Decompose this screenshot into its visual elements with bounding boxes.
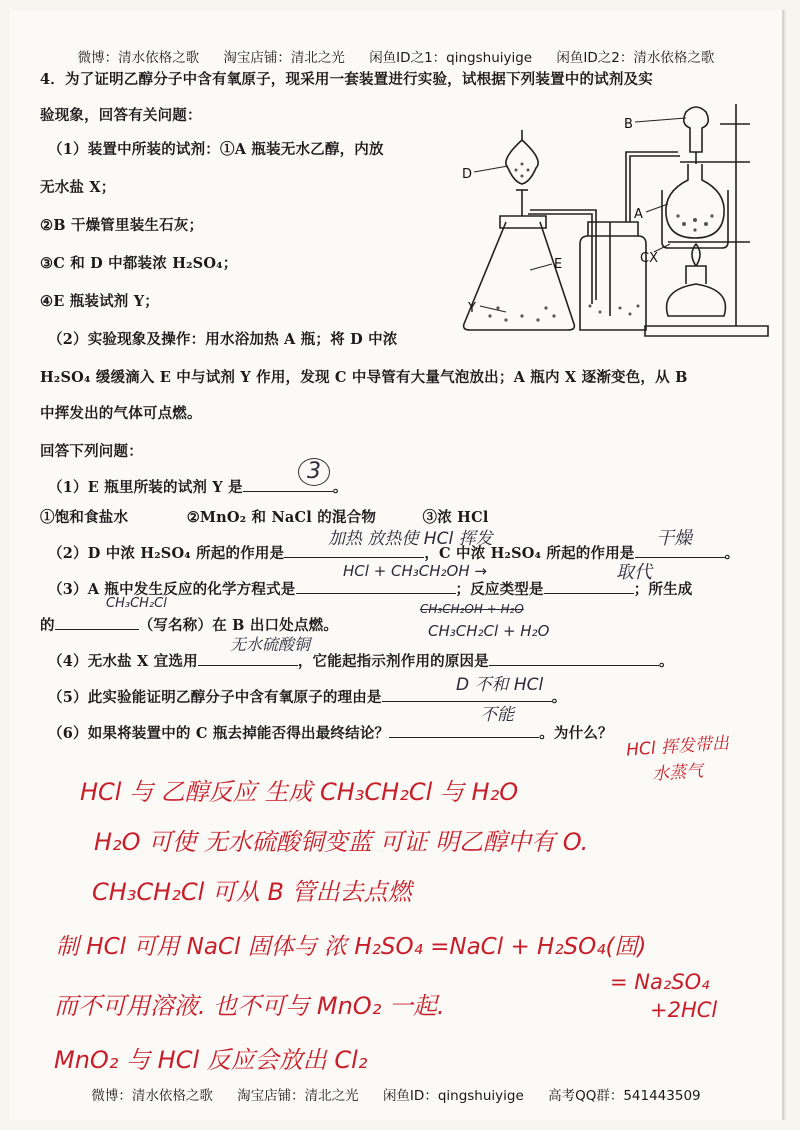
question-intro-line2: 验现象，回答有关问题： [40,107,202,124]
q6-end: 。为什么？ [539,725,613,742]
q6-text: （6）如果将装置中的 C 瓶去掉能否得出最终结论？ [48,725,390,742]
header-xianyu-1: 闲鱼ID之1：qingshuiyige [369,50,533,66]
answer-5: D 不和 HCl [456,675,544,695]
answer-1: 3 [298,458,330,486]
reagent-line-3: ②B 干燥管里装生石灰； [40,217,204,234]
option-3: ③浓 HCl [422,509,489,526]
header-weibo: 微博：清水依格之歌 [77,50,200,66]
handwritten-note-6: MnO₂ 与 HCl 反应会放出 Cl₂ [54,1046,368,1074]
apparatus-diagram [450,94,780,344]
reagent-line-4: ③C 和 D 中都装浓 H₂SO₄； [40,255,238,272]
answer-6: 不能 [480,705,514,725]
q3-text-e: （写名称）在 B 出口处点燃。 [138,617,339,634]
operations-line-3: 中挥发出的气体可点燃。 [40,405,202,422]
handwritten-note-7: = Na₂SO₄ [610,970,710,994]
footer-weibo: 微博：清水依格之歌 [91,1088,213,1104]
q3-text-a: （3）A 瓶中发生反应的化学方程式是 [48,581,296,598]
page-footer [10,1084,782,1104]
answer-3-eq2-bottom: CH₃CH₂Cl + H₂O [428,622,550,640]
label-A: A [634,207,643,222]
worksheet-page [10,10,784,1120]
handwritten-note-5: 而不可用溶液. 也不可与 MnO₂ 一起. [54,992,445,1020]
answer-3-type: 取代 [616,562,652,583]
q4-end: 。 [658,653,674,670]
handwritten-note-4: 制 HCl 可用 NaCl 固体与 浓 H₂SO₄ =NaCl + H₂SO₄(固) [56,934,647,960]
answer-2-d: 加热 放热使 HCl 挥发 [328,529,493,549]
q4-text-b: ，它能起指示剂作用的原因是 [297,653,489,670]
handwritten-note-3: CH₃CH₂Cl 可从 B 管出去点燃 [92,878,412,906]
q3-blank-name [55,615,139,630]
q2-end: 。 [724,545,740,562]
handwritten-note-1: HCl 与 乙醇反应 生成 CH₃CH₂Cl 与 H₂O [80,778,519,806]
question-intro-line1: 4．为了证明乙醇分子中含有氧原子，现采用一套装置进行实验，试根据下列装置中的试剂及实 [40,71,653,88]
handwritten-note-8: +2HCl [650,998,718,1022]
header-xianyu-2: 闲鱼ID之2：清水依格之歌 [556,50,715,66]
handwritten-note-2: H₂O 可使 无水硫酸铜变蓝 可证 明乙醇中有 O. [94,828,589,856]
answer-3-eq2-top: CH₃CH₂OH + H₂O [420,602,524,616]
answer-3-name: CH₃CH₂Cl [106,596,167,611]
option-1: ①饱和食盐水 [40,509,129,526]
q1-text: （1）E 瓶里所装的试剂 Y 是 [48,479,243,496]
q4-blank-reason [489,651,659,666]
q3-text-c: ；所生成 [633,581,693,598]
header-taobao: 淘宝店铺：清北之光 [223,50,345,66]
q6-line [48,722,613,743]
operations-line-1: （2）实验现象及操作：用水浴加热 A 瓶；将 D 中浓 [48,331,398,348]
label-E: E [554,257,563,272]
label-D: D [462,167,473,182]
footer-xianyu: 闲鱼ID：qingshuiyige [382,1088,524,1104]
q5-text: （5）此实验能证明乙醇分子中含有氧原子的理由是 [48,689,382,706]
q2-text-b: ，C 中浓 H₂SO₄ 所起的作用是 [424,545,635,562]
reagent-line-5: ④E 瓶装试剂 Y； [40,293,159,310]
label-B: B [624,117,633,132]
option-2: ②MnO₂ 和 NaCl 的混合物 [186,509,377,526]
q2-text-a: （2）D 中浓 H₂SO₄ 所起的作用是 [48,545,285,562]
answer-6-why-line2: 水蒸气 [651,761,704,785]
q4-text-a: （4）无水盐 X 宜选用 [48,653,198,670]
label-CX: CX [640,251,658,266]
answer-header: 回答下列问题： [40,443,143,460]
answer-4: 无水硫酸铜 [230,635,311,654]
answer-6-why-line1: HCl 挥发带出 [625,733,730,761]
answer-2-c: 干燥 [656,528,692,549]
q1-end: 。 [332,479,348,496]
footer-taobao: 淘宝店铺：清北之光 [237,1088,359,1104]
q4-line [48,650,674,671]
page-header [10,46,782,66]
q3-blank-eq [296,579,456,594]
q3-text-d: 的 [40,617,55,634]
operations-line-2: H₂SO₄ 缓缓滴入 E 中与试剂 Y 作用，发现 C 中导管有大量气泡放出；A 瓶内 X 逐渐变色，从 B [40,369,688,386]
q6-blank [389,723,539,738]
reagent-line-2: 无水盐 X； [40,179,116,196]
q3-text-b: ；反应类型是 [455,581,544,598]
label-Y: Y [468,301,476,316]
answer-3-equation: HCl + CH₃CH₂OH → [343,562,487,580]
footer-qq: 高考QQ群：541443509 [548,1088,701,1104]
reagent-line-1: （1）装置中所装的试剂：①A 瓶装无水乙醇，内放 [48,141,384,158]
q5-end: 。 [551,689,567,706]
